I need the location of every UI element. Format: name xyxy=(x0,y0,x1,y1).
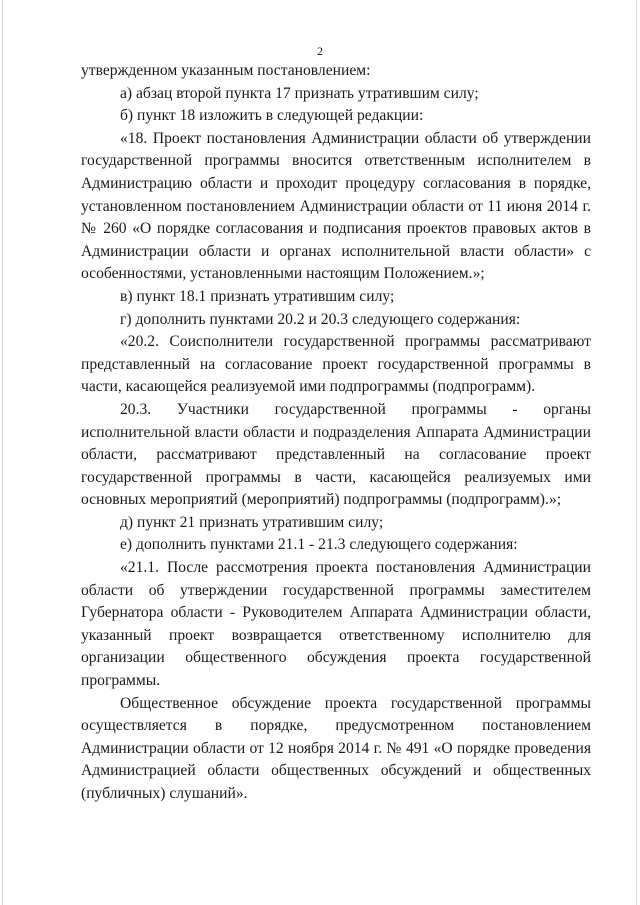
paragraph-item-v: в) пункт 18.1 признать утратившим силу; xyxy=(120,287,395,305)
paragraph-clause-20-3: 20.3. Участники государственной программы - органы исполнительной власти области и подразделения Аппарата Администрации области, рассматривают представленный на согласование проект государственной программы в части, касающейся реализуемых ими основных мероприятий (мероприятий) подпрограммы (подпрограмм).»; xyxy=(81,400,591,509)
paragraph-clause-20-2: «20.2. Соисполнители государственной программы рассматривают представленный на согласование проект государственной программы в части, касающейся реализуемой ими подпрограммы (подпрограмм). xyxy=(81,333,591,396)
left-scan-edge xyxy=(2,0,3,905)
paragraph-item-a: а) абзац второй пункта 17 признать утратившим силу; xyxy=(120,84,479,102)
paragraph-item-d: д) пункт 21 признать утратившим силу; xyxy=(120,513,384,531)
document-body xyxy=(81,60,591,806)
paragraph-continuation: утвержденном указанным постановлением: xyxy=(81,62,371,79)
paragraph-public-discussion: Общественное обсуждение проекта государственной программы осуществляется в порядке, предусмотренном постановлением Администрации области от 12 ноября 2014 г. № 491 «О порядке проведения Администрацией области общественных обсуждений и общественных (публичных) слушаний». xyxy=(81,694,591,802)
paragraph-clause-18: «18. Проект постановления Администрации области об утверждении государственной программы вносится ответственным исполнителем в Администрацию области и проходит процедуру согласования в порядке, установленном постановлением Администрации области от 11 июня 2014 г. № 260 «О порядке согласования и подписания проектов правовых актов в Администрации области и органах исполнительной власти области» с особенностями, установленными настоящим Положением.»; xyxy=(81,129,591,283)
page-number: 2 xyxy=(317,44,323,58)
right-scan-edge xyxy=(636,0,637,905)
paragraph-item-b: б) пункт 18 изложить в следующей редакции: xyxy=(120,107,424,125)
paragraph-item-e: е) дополнить пунктами 21.1 - 21.3 следующего содержания: xyxy=(120,536,518,554)
paragraph-clause-21-1: «21.1. После рассмотрения проекта постановления Администрации области об утверждении государственной программы заместителем Губернатора области - Руководителем Аппарата Администрации области, указанный проект возвращается ответственному исполнителю для организации общественного обсуждения проекта государственной программы. xyxy=(81,559,591,690)
paragraph-item-g: г) дополнить пунктами 20.2 и 20.3 следующего содержания: xyxy=(120,310,521,328)
